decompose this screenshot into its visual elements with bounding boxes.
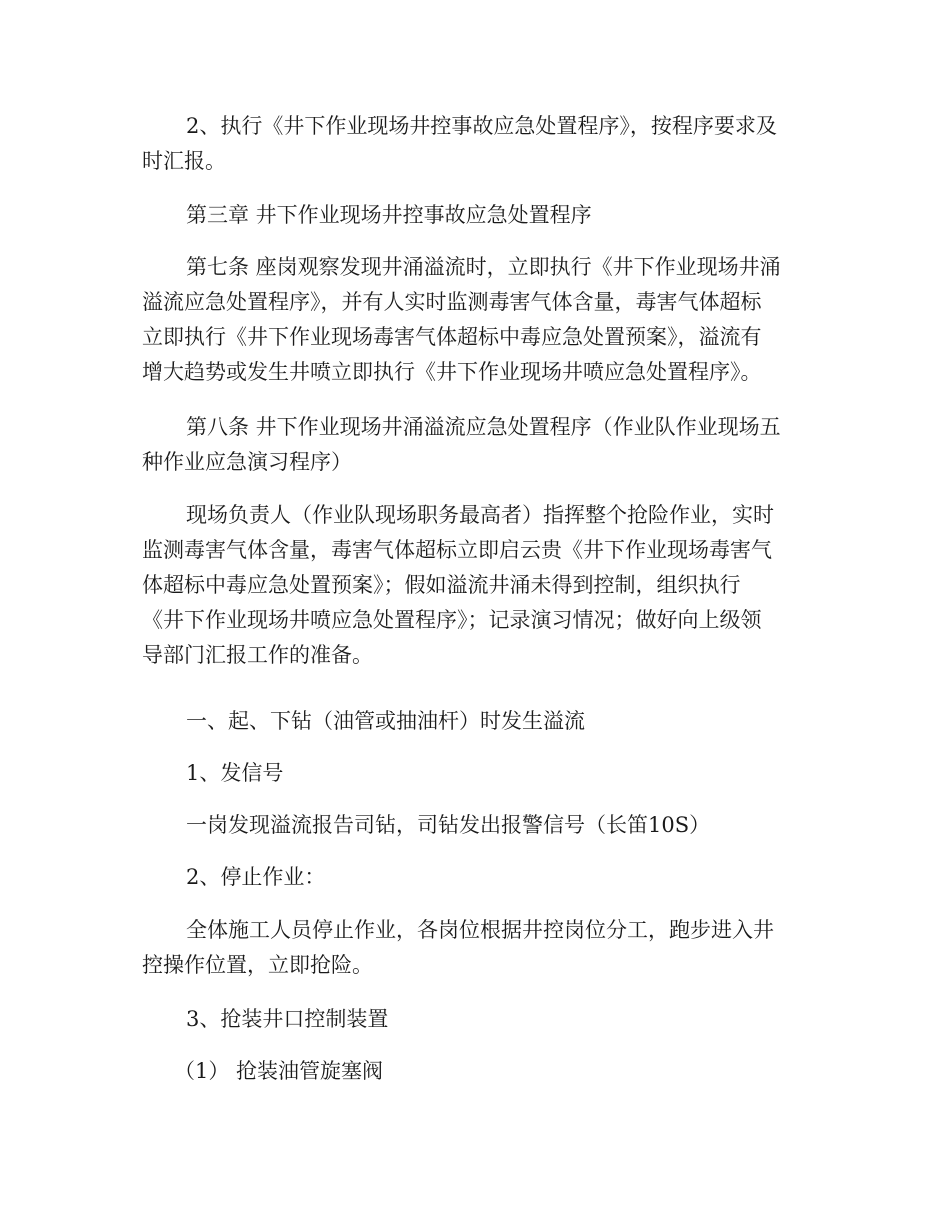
paragraph-site-leader <box>142 498 814 673</box>
step-install-wellhead <box>142 1002 814 1037</box>
text-line: 增大趋势或发生井喷立即执行《井下作业现场井喷应急处置程序》。 <box>142 360 762 384</box>
text-line: 《井下作业现场井喷应急处置程序》；记录演习情况；做好向上级领 <box>142 608 762 632</box>
text-line: 种作业应急演习程序） <box>142 450 352 474</box>
section-heading-overflow <box>142 704 814 739</box>
substep-install-valve <box>142 1054 814 1089</box>
text-line: （1） 抢装油管旋塞阀 <box>174 1059 384 1083</box>
text-line: 1、发信号 <box>186 761 284 785</box>
text-line: 第八条 井下作业现场井涌溢流应急处置程序（作业队作业现场五 <box>186 415 781 439</box>
text-line: 溢流应急处置程序》，并有人实时监测毒害气体含量，毒害气体超标 <box>142 290 762 314</box>
step-stop-work <box>142 860 814 895</box>
paragraph-execute-procedure <box>142 109 814 179</box>
text-line: 体超标中毒应急处置预案》；假如溢流井涌未得到控制，组织执行 <box>142 573 741 597</box>
text-line: 3、抢装井口控制装置 <box>186 1007 389 1031</box>
text-line: 现场负责人（作业队现场职务最高者）指挥整个抢险作业，实时 <box>186 503 774 527</box>
text-line: 时汇报。 <box>142 149 226 173</box>
text-line: 监测毒害气体含量，毒害气体超标立即启云贵《井下作业现场毒害气 <box>142 538 772 562</box>
text-line: 全体施工人员停止作业，各岗位根据井控岗位分工，跑步进入井 <box>186 918 774 942</box>
text-line: 第三章 井下作业现场井控事故应急处置程序 <box>186 203 592 227</box>
chapter-heading <box>142 198 814 233</box>
article-eight <box>142 410 814 480</box>
text-line: 导部门汇报工作的准备。 <box>142 643 373 667</box>
paragraph-signal-detail <box>142 808 814 843</box>
paragraph-stop-detail <box>142 913 814 983</box>
article-seven <box>142 250 814 390</box>
text-line: 2、执行《井下作业现场井控事故应急处置程序》，按程序要求及 <box>186 114 777 138</box>
text-line: 2、停止作业： <box>186 865 326 889</box>
step-signal <box>142 756 814 791</box>
text-line: 立即执行《井下作业现场毒害气体超标中毒应急处置预案》，溢流有 <box>142 325 762 349</box>
text-line: 控操作位置，立即抢险。 <box>142 953 373 977</box>
text-line: 一、起、下钻（油管或抽油杆）时发生溢流 <box>186 709 585 733</box>
text-line: 第七条 座岗观察发现井涌溢流时，立即执行《井下作业现场井涌 <box>186 255 781 279</box>
text-line: 一岗发现溢流报告司钻，司钻发出报警信号（长笛10S） <box>186 813 711 837</box>
